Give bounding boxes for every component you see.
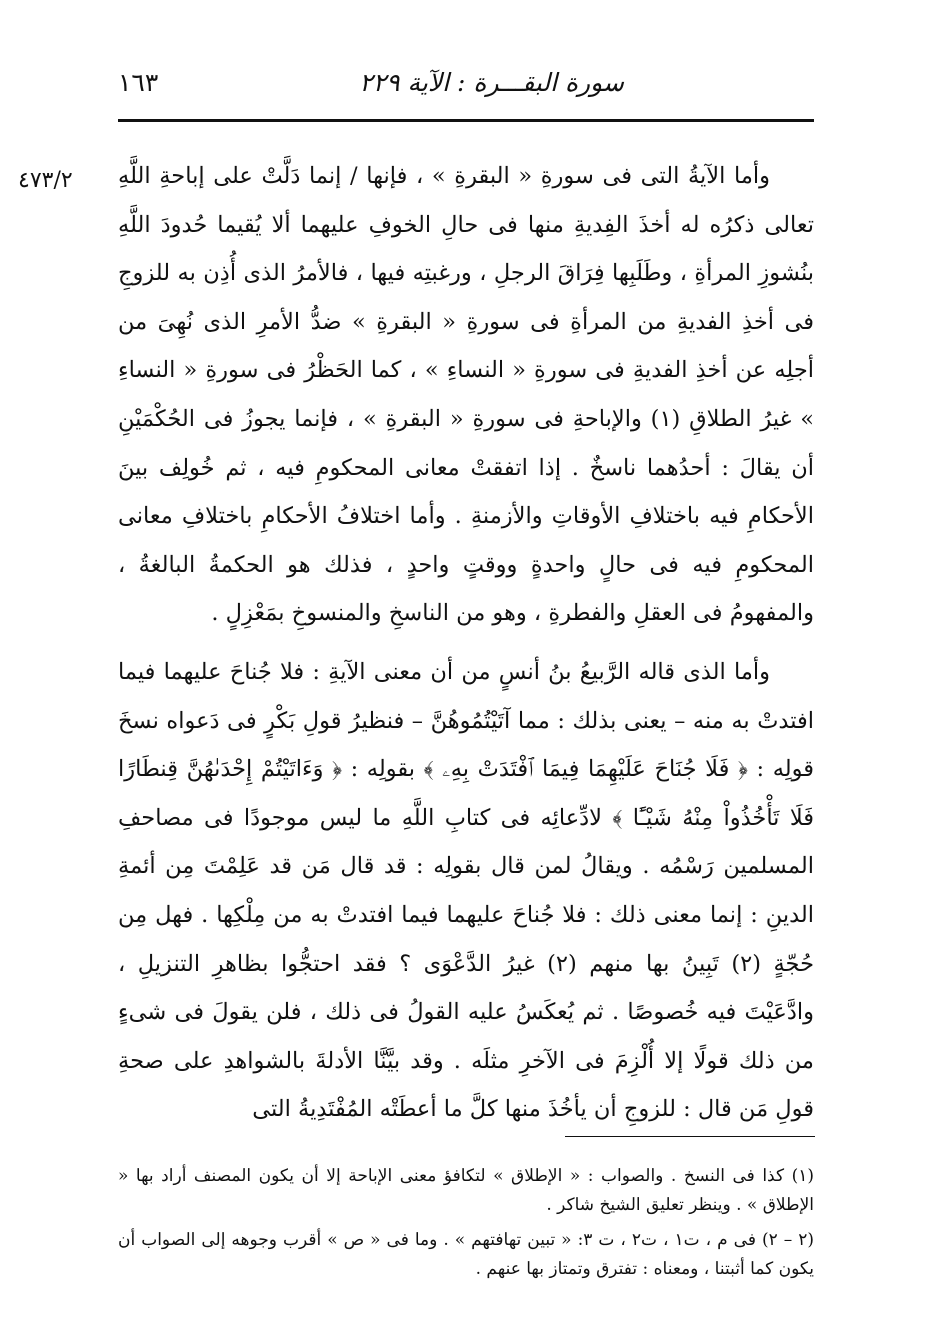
margin-reference: ٤٧٣/٢ [18,168,73,193]
footnote: (١) كذا فى النسخ . والصواب : « الإطلاق » لتكافؤ معنى الإباحة إلا أن يكون المصنف أراد بها « الإطلاق » . وينظر تعليق الشيخ شاكر . [118,1166,814,1215]
page-number: ١٦٣ [118,68,159,97]
paragraph: وأما الذى قاله الرَّبيعُ بنُ أنسٍ من أن معنى الآيةِ : فلا جُناحَ عليهما فيما افتدتْ به منه – يعنى بذلك : مما آتَيْتُمُوهُنَّ – فنظيرُ قولِ بَكْرٍ فى دَعواه نسخَ قولِه : ﴿ فَلَا جُنَاحَ عَلَيْهِمَا فِيمَا ٱفْتَدَتْ بِهِۦ ﴾ بقولِه : ﴿ وَءَاتَيْتُمْ إِحْدَىٰهُنَّ قِنطَارًا فَلَا تَأْخُذُواْ مِنْهُ شَيْـًٔا ﴾ لادِّعائِه فى كتابِ اللَّهِ ما ليس موجودًا فى مصاحفِ المسلمين رَسْمُه . ويقالُ لمن قال بقولِه : قد قال مَن قد عَلِمْتَ مِن أئمةِ الدينِ : إنما معنى ذلك : فلا جُناحَ عليهما فيما افتدتْ به من مِلْكِها . فهل مِن حُجّةٍ (٢) تَبِينُ بها منهم (٢) غيرُ الدَّعْوَى ؟ فقد احتجُّوا بظاهرِ التنزيلِ ، وادَّعَيْتَ فيه خُصوصًا . ثم يُعكَسُ عليه القولُ فى ذلك ، فلن يقولَ فى شىءٍ من ذلك قولًا إلا أُلْزِمَ فى الآخرِ مثلَه . وقد بيَّنَّا الأدلةَ بالشواهدِ على صحةِ قولِ مَن قال : للزوجِ أن يأخُذَ منها كلَّ ما أعطَتْه المُفْتَدِيةُ التى [118,658,814,1123]
surah-title: سورة البقـــرة : الآية ٢٢٩ [359,68,624,97]
paragraph: وأما الآيةُ التى فى سورةِ « البقرةِ » ، فإنها / إنما دَلَّتْ على إباحةِ اللَّهِ تعالى ذكرُه له أخذَ الفِديةِ منها فى حالِ الخوفِ عليهما ألا يُقيما حُدودَ اللَّهِ بنُشوزِ المرأةِ ، وطَلَبِها فِرَاقَ الرجلِ ، ورغبتِه فيها ، فالأمرُ الذى أُذِن به للزوجِ فى أخذِ الفديةِ من المرأةِ فى سورةِ « البقرةِ » ضدُّ الأمرِ الذى نُهِىَ من أجلِه عن أخذِ الفديةِ فى سورةِ « النساءِ » ، كما الحَظْرُ فى سورةِ « النساءِ » غيرُ الطلاقِ (١) والإباحةِ فى سورةِ « البقرةِ » ، فإنما يجوزُ فى الحُكْمَيْنِ أن يقالَ : أحدُهما ناسخٌ . إذا اتفقتْ معانى المحكومِ فيه ، ثم خُولِف بينَ الأحكامِ فيه باختلافِ الأوقاتِ والأزمنةِ . وأما اختلافُ الأحكامِ باختلافِ معانى المحكومِ فيه فى حالٍ واحدةٍ ووقتٍ واحدٍ ، فذلك هو الحكمةُ البالغةُ ، والمفهومُ فى العقلِ والفطرةِ ، وهو من الناسخِ والمنسوخِ بمَعْزِلٍ . [118,163,815,627]
running-header [118,68,814,104]
footnotes [118,1162,814,1290]
footnote: (٢ – ٢) فى م ، ت١ ، ت٢ ، ت ٣: « تبين تهافتهم » . وما فى « ص » أقرب وجوهه إلى الصواب أن يكون كما أثبتنا ، ومعناه : تفترق وتمتاز بها عنهم . [118,1230,814,1279]
main-text [118,152,814,1134]
header-rule [118,119,814,122]
footnote-rule [565,1136,815,1137]
